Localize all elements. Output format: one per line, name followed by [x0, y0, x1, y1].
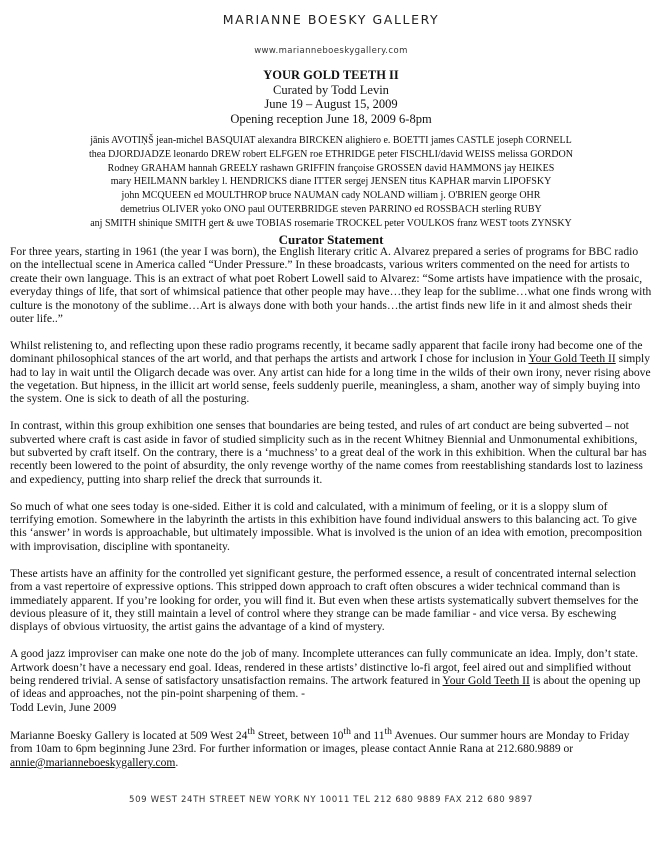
statement-body — [10, 246, 652, 784]
statement-paragraph — [10, 648, 652, 715]
info-text: and 11 — [350, 729, 385, 742]
artist-list — [40, 134, 622, 231]
ordinal-suffix: th — [247, 726, 255, 738]
artist-line: anj SMITH shinique SMITH gert & uwe TOBIAS rosemarie TROCKEL peter VOULKOS franz WEST toots ZYNSKY — [90, 217, 572, 229]
artist-line: jānis AVOTIŅŠ jean-michel BASQUIAT alexandra BIRCKEN alighiero e. BOETTI james CASTLE joseph CORNELL — [90, 135, 572, 146]
statement-heading: Curator Statement — [278, 232, 384, 247]
info-text: Street, between 10 — [254, 729, 344, 742]
curator-line: Curated by Todd Levin — [273, 82, 389, 97]
exhibition-dates: June 19 – August 15, 2009 — [264, 97, 398, 111]
exhibition-title-ref: Your Gold Teeth II — [442, 674, 530, 687]
artist-line: mary HEILMANN barkley l. HENDRICKS diane ITTER sergej JENSEN titus KAPHAR marvin LIPOFSKY — [110, 176, 552, 188]
footer-address: 509 WEST 24TH STREET NEW YORK NY 10011 TEL 212 680 9889 FAX 212 680 9897 — [129, 795, 533, 805]
ordinal-suffix: th — [384, 726, 392, 738]
contact-email-link[interactable]: annie@marianneboeskygallery.com — [10, 756, 176, 769]
exhibition-title-ref: Your Gold Teeth II — [528, 353, 616, 366]
artist-line: Rodney GRAHAM hannah GREELY rashawn GRIFFIN françoise GROSSEN david HAMMONS jay HEIKES — [107, 162, 555, 174]
artist-line: demetrius OLIVER yoko ONO paul OUTERBRIDGE steven PARRINO ed ROSSBACH sterling RUBY — [120, 203, 542, 215]
paragraph-text: Whilst relistening to, and reflecting upon these radio programs recently, it became sadly apparent that facile irony had become one of the dominant philosophical stances of the art world, and that perhaps the artists and artwork I chose for inclusion in — [10, 339, 643, 366]
gallery-info — [10, 725, 652, 770]
statement-paragraph: So much of what one sees today is one-sided. Either it is cold and calculated, with a minimum of feeling, or it is a sloppy slum of terrifying emotion. Somewhere in the labyrinth the artists in this exhibition have found individual answers to this balancing act. To give this ‘answer’ in words is approachable, but ultimately impossible. What is involved is the union of an idea with emotion, precomposition with improvisation, discipline with spontaneity. — [10, 500, 643, 553]
artist-line: thea DJORDJADZE leonardo DREW robert ELFGEN roe ETHRIDGE peter FISCHLI/david WEISS melissa GORDON — [89, 148, 573, 160]
exhibition-title: YOUR GOLD TEETH II — [263, 68, 399, 82]
statement-paragraph — [10, 340, 652, 407]
info-text: Marianne Boesky Gallery is located at 509 West 24 — [10, 729, 248, 742]
statement-paragraph: These artists have an affinity for the controlled yet significant gesture, the performed essence, a result of concentrated internal selection from a vast repertoire of expressive options. This stripped down approach to craft often obscures a wider technical command than is immediately apparent. If you’re looking for order, you will find it. But even when these artists systematically subvert themselves for the devious pleasure of it, they still maintain a level of control where they strange can be made familiar - and vice versa. By eschewing displays of obvious virtuosity, the artist gains the advantage of a kind of mystery. — [10, 567, 639, 634]
paragraph-text: A good jazz improviser can make one note do the job of many. Incomplete utterances can fully communicate an idea. Imply, don’t state. Artwork doesn’t have a necessary end goal. Ideas, rendered in these artists’ distinctive lo-fi argot, feel aired out and simplified without being rendered trivial. A sense of satisfactory unsatisfaction remains. The artwork featured in — [10, 648, 639, 687]
opening-reception: Opening reception June 18, 2009 6-8pm — [230, 111, 432, 126]
artist-line: john MCQUEEN ed MOULTHROP bruce NAUMAN cady NOLAND william j. O'BRIEN george OHR — [121, 190, 541, 202]
gallery-name: MARIANNE BOESKY GALLERY — [222, 12, 440, 27]
paragraph-text: simply had to lay in wait until the Oligarch decade was over. Any artist can hide for a long time in the wilds of their own irony, never rising above the vegetation. But hipness, in the illicit art world sense, feels suddenly puerile, meaningless, a sham, another way of simply buying into the system. One is sick to death of all the posturing. — [10, 353, 651, 406]
curator-signature: Todd Levin, June 2009 — [10, 701, 117, 714]
paragraph-text: is about the opening up of ideas and approaches, not the pin-point sharpening of them. - — [10, 674, 641, 701]
exhibition-header — [0, 68, 662, 126]
statement-paragraph: In contrast, within this group exhibition one senses that boundaries are being tested, and rules of art conduct are being subverted – not subverted where craft is cast aside in favor of studied simplicity such as in the recent Whitney Biennial and Unmonumental exhibitions, but subverted by craft itself. On the contrary, there is a ‘muchness’ to a great deal of the work in this exhibition. When the cultural bar has recently been lowered to the point of absurdity, the only revenge worthy of the name comes from reestablishing standards lost to laziness and expediency, putting into sharp relief the dreck that surrounds it. — [10, 420, 647, 486]
gallery-website[interactable]: www.marianneboeskygallery.com — [254, 46, 408, 56]
info-text: . — [175, 756, 179, 769]
statement-paragraph: For three years, starting in 1961 (the year I was born), the English literary critic A. Alvarez prepared a series of programs for BBC radio on the intellectual scene in America called “Under Pressure.” In these broadcasts, various writers commented on the need for artists to create their own language. This is an extract of what poet Robert Lowell said to Alvarez: “Some artists have impatience with the prosaic, everyday things of life, that sort of whimsical patience that other people may have…they leap for the sublime…what one finds wrong with culture is the monotony of the sublime…Art is always done with both your hands…the artist finds new life in it and almost sheds their outer life..” — [10, 246, 652, 326]
ordinal-suffix: th — [343, 726, 351, 738]
info-text: Avenues. Our summer hours are Monday to Friday from 10am to 6pm beginning June 23rd. For further information or images, please contact Annie Rana at 212.680.9889 or — [10, 729, 630, 756]
